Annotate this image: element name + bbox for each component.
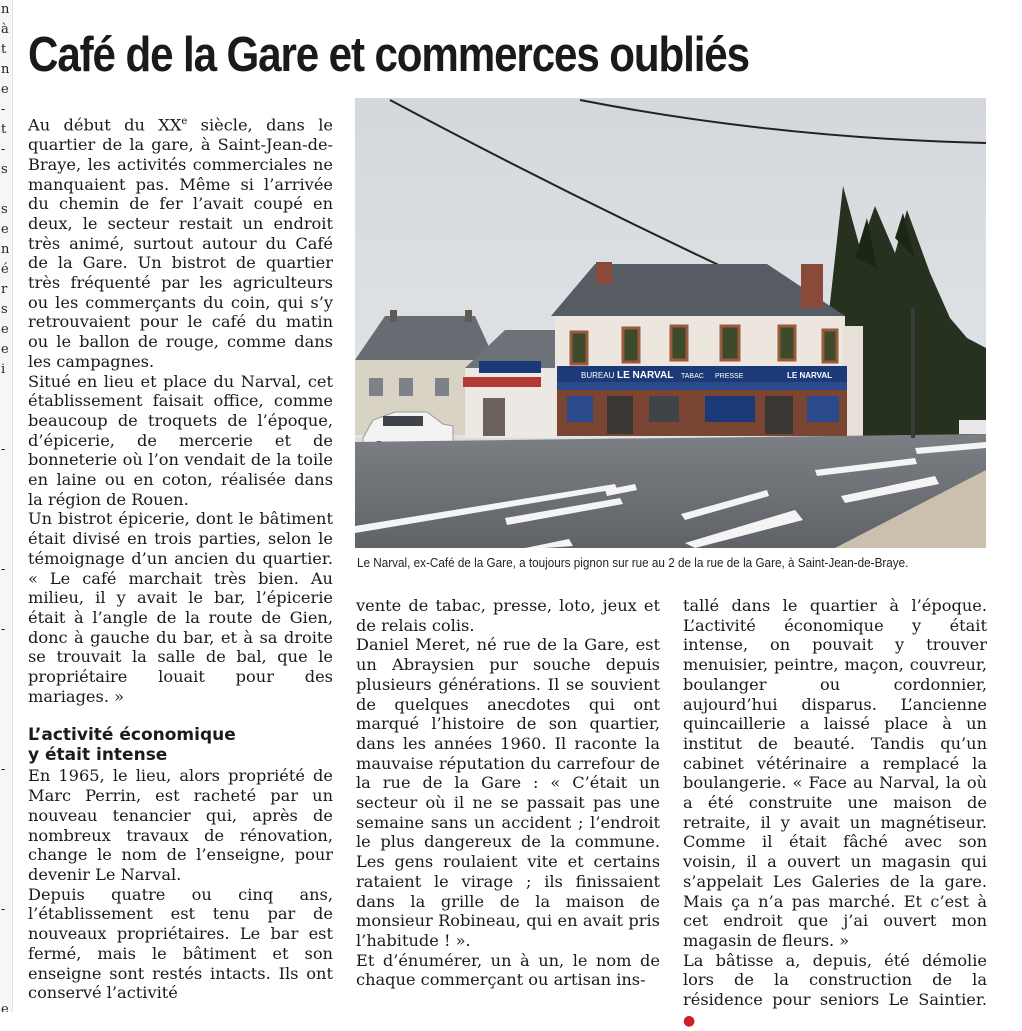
gutter-char: e [1,82,9,97]
paragraph-narval-site: Situé en lieu et place du Narval, cet établissement faisait office, comme beaucoup de troquets de l’époque, d’épicerie, de mercerie et de bonneterie où l’on vendait de la toile en laine ou en coton, réalisée dans la région de Rouen. [28,371,333,509]
gutter-char [0,920,12,940]
article-column-2 [356,596,660,990]
gutter-char: e [1,322,9,337]
photo-caption: Le Narval, ex-Café de la Gare, a toujours pignon sur rue au 2 de la rue de la Gare, à Saint-Jean-de-Braye. [357,556,909,570]
gutter-char: i [1,362,6,377]
svg-text:LE NARVAL: LE NARVAL [617,370,674,381]
gutter-char: r [1,282,8,297]
photo-illustration [355,98,986,548]
gutter-char: - [1,622,6,637]
gutter-char [0,580,12,600]
storefront-photo [355,98,986,548]
gutter-char [0,660,12,680]
gutter-char [0,780,12,800]
gutter-char: - [1,442,6,457]
svg-text:PRESSE: PRESSE [715,373,744,380]
gutter-char: e [1,342,9,357]
gutter-char [0,480,12,500]
paragraph-batisse: La bâtisse a, depuis, été démolie lors de la construction de la résidence pour seniors Le Saintier. ● [683,950,987,1029]
svg-text:LE NARVAL: LE NARVAL [787,371,833,380]
gutter-char: - [1,762,6,777]
paragraph-new-owners: Depuis quatre ou cinq ans, l’établissement est tenu par de nouveaux propriétaires. Le bar est fermé, mais le bâtiment et son enseigne sont restés intacts. Ils ont conservé l’activité [28,884,333,1003]
gutter-char [0,980,12,1000]
gutter-char [0,600,12,620]
gutter-char: - [1,102,6,117]
gutter-char: n [1,2,10,17]
gutter-char: e [1,1002,9,1012]
gutter-char [0,940,12,960]
gutter-char: à [1,22,9,37]
gutter-char: t [1,122,7,137]
gutter-char: s [1,302,8,317]
gutter-char: n [1,62,10,77]
svg-text:TABAC: TABAC [681,373,704,380]
gutter-char [0,880,12,900]
gutter-char: - [1,902,6,917]
gutter-char [0,640,12,660]
article-column-1 [28,112,333,1003]
end-of-article-mark: ● [683,1012,696,1029]
svg-text:BUREAU: BUREAU [581,371,615,380]
gutter-char [0,180,12,200]
gutter-char [0,400,12,420]
gutter-char: é [1,262,9,277]
paragraph-enumerer: Et d’énumérer, un à un, le nom de chaque commerçant ou artisan ins- [356,950,660,990]
paragraph-tabac: vente de tabac, presse, loto, jeux et de relais colis. [356,596,660,635]
paragraph-activite: tallé dans le quartier à l’époque. L’activité économique y était intense, on pouvait y trouver menuisier, peintre, maçon, couvreur, boulanger ou cordonnier, aujourd’hui disparus. L’ancienne quincaillerie a laissé place à un institut de beauté. Tandis qu’un cabinet vétérinaire a remplacé la boulangerie. « Face au Narval, la où a été construite une maison de retraite, il y avait un magnétiseur. Comme il était fâché avec son voisin, il a ouvert un magasin qui s’appelait Les Galeries de la gare. Mais ça n’a pas marché. Et c’est à cet endroit que j’ai ouvert mon magasin de fleurs. » [683,596,987,950]
paragraph-bistrot-epicerie: Un bistrot épicerie, dont le bâtiment était divisé en trois parties, selon le témoignage d’un ancien du quartier. « Le café marchait très bien. Au milieu, il y avait le bar, l’épicerie était à l’angle de la route de Gien, donc à gauche du bar, et à sa droite se trouvait la salle de bal, que le propriétaire louait pour des mariages. » [28,509,333,706]
gutter-char [0,720,12,740]
headline: Café de la Gare et commerces oubliés [28,28,749,82]
gutter-char [0,460,12,480]
subheading: L’activité économique y était intense [28,725,236,766]
gutter-char: s [1,202,8,217]
gutter-char: t [1,42,7,57]
article-column-3 [683,596,987,1031]
paragraph-daniel-meret: Daniel Meret, né rue de la Gare, est un Abraysien pur souche depuis plusieurs générations. Il se souvient de quelques anecdotes qui ont marqué l’histoire de son quartier, dans les années 1960. Il raconte la mauvaise réputation du carrefour de la rue de la Gare : « C’était un secteur où il ne se passait pas une semaine sans un accident ; l’endroit le plus dangereux de la commune. Les gens roulaient vite et certains rataient le virage ; ils finissaient dans la grille de la maison de monsieur Robineau, qui en avait pris l’habitude ! ». [356,635,660,950]
paragraph-intro: Au début du XXe siècle, dans le quartier de la gare, à Saint-Jean-de-Braye, les activités commerciales ne manquaient pas. Même si l’arrivée du chemin de fer l’avait coupé en deux, le secteur restait un endroit très animé, surtout autour du Café de la Gare. Un bistrot de quartier très fréquenté par les agriculteurs ou les commerçants du coin, qui s’y retrouvaient pour le café du matin ou le ballon de rouge, comme dans les campagnes. [28,115,333,371]
gutter-char [0,740,12,760]
gutter-char [0,960,12,980]
gutter-char [0,820,12,840]
adjacent-column-edge [0,0,13,1012]
gutter-char [0,380,12,400]
gutter-char: e [1,222,9,237]
gutter-char [0,860,12,880]
gutter-char [0,520,12,540]
gutter-char [0,540,12,560]
gutter-char [0,500,12,520]
gutter-char [0,800,12,820]
gutter-char [0,420,12,440]
gutter-char: s [1,162,8,177]
gutter-char [0,700,12,720]
gutter-char [0,680,12,700]
gutter-char [0,840,12,860]
gutter-char: n [1,242,10,257]
gutter-char: - [1,142,6,157]
paragraph-1965: En 1965, le lieu, alors propriété de Marc Perrin, est racheté par un nouveau tenancier qui, après de nombreux travaux de rénovation, change le nom de l’enseigne, pour devenir Le Narval. [28,766,333,884]
gutter-char: - [1,562,6,577]
